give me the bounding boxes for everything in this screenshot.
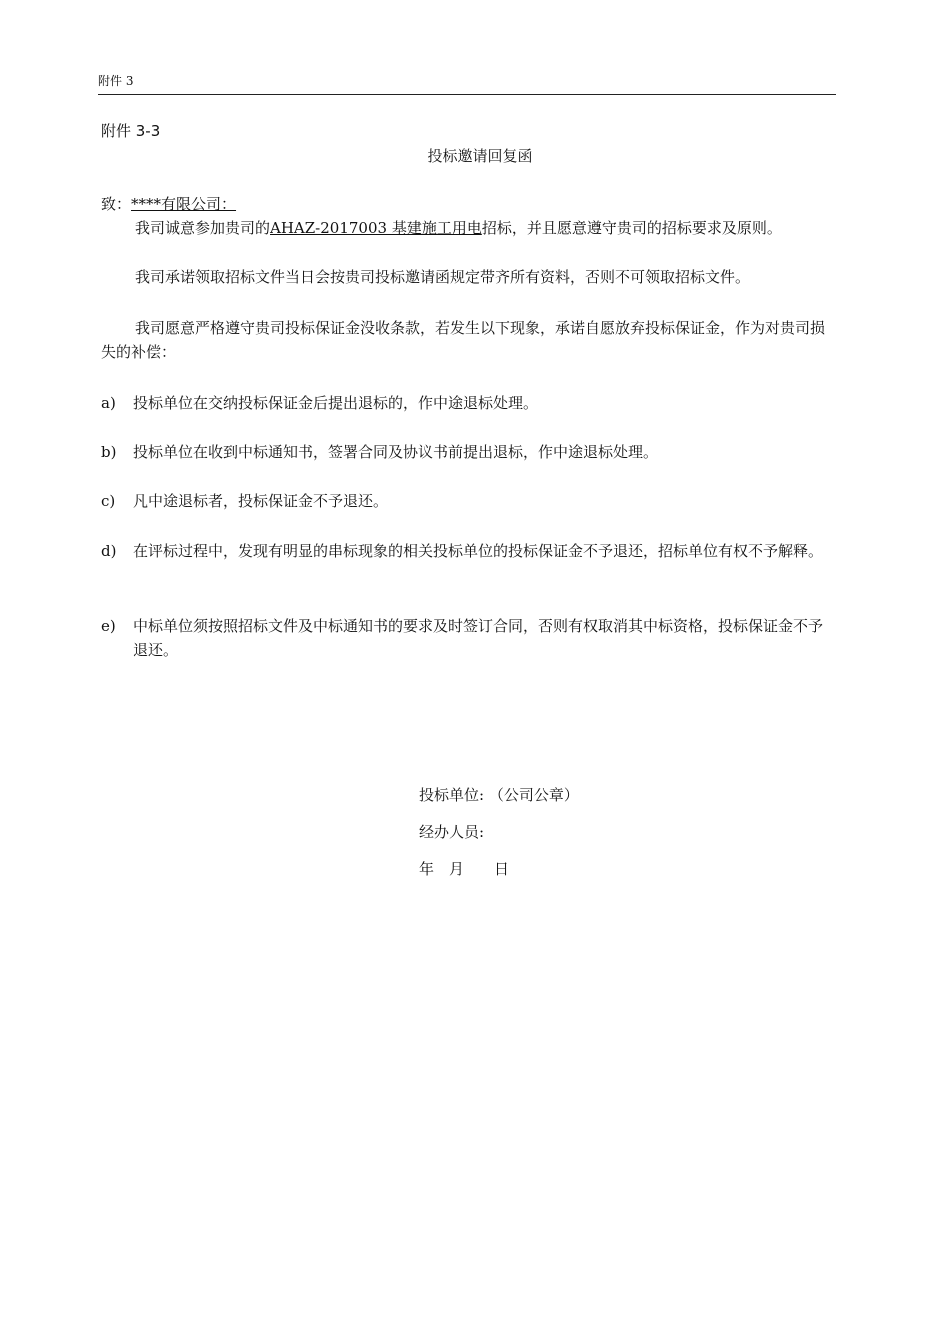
list-item xyxy=(101,539,836,563)
document-title: 投标邀请回复函 xyxy=(427,147,533,165)
recipient-company: ****有限公司： xyxy=(131,195,237,213)
paragraph-participation xyxy=(101,216,836,240)
list-marker: e) xyxy=(101,617,116,635)
project-name: AHAZ-2017003 基建施工用电 xyxy=(270,219,482,237)
recipient-prefix: 致： xyxy=(101,195,132,213)
list-text: 投标单位在交纳投标保证金后提出退标的，作中途退标处理。 xyxy=(133,394,539,412)
list-marker: b) xyxy=(101,443,117,461)
list-text: 在评标过程中，发现有明显的串标现象的相关投标单位的投标保证金不予退还，招标单位有权不予解释。 xyxy=(133,542,824,560)
para1-before: 我司诚意参加贵司的 xyxy=(135,219,271,237)
page-header: 附件 3 xyxy=(98,72,836,95)
signature-date: 年 月 日 xyxy=(419,860,510,878)
paragraph-deposit-terms: 我司愿意严格遵守贵司投标保证金没收条款，若发生以下现象，承诺自愿放弃投标保证金，作为对贵司损失的补偿： xyxy=(101,319,826,361)
list-marker: c) xyxy=(101,492,116,510)
paragraph-commitment: 我司承诺领取招标文件当日会按贵司投标邀请函规定带齐所有资料，否则不可领取招标文件。 xyxy=(135,268,751,286)
list-marker: a) xyxy=(101,394,116,412)
recipient-line xyxy=(101,193,236,214)
list-item xyxy=(101,391,836,415)
list-marker: d) xyxy=(101,542,117,560)
list-text: 投标单位在收到中标通知书，签署合同及协议书前提出退标，作中途退标处理。 xyxy=(133,443,659,461)
list-text: 凡中途退标者，投标保证金不予退还。 xyxy=(133,492,389,510)
para1-after: 招标，并且愿意遵守贵司的招标要求及原则。 xyxy=(481,219,782,237)
list-item xyxy=(101,489,836,513)
signature-bidder: 投标单位: （公司公章） xyxy=(419,786,579,804)
attachment-label: 附件 3-3 xyxy=(101,122,161,140)
list-text: 中标单位须按照招标文件及中标通知书的要求及时签订合同，否则有权取消其中标资格，投标保证金不予退还。 xyxy=(133,617,824,659)
list-item xyxy=(101,614,836,662)
list-item xyxy=(101,440,836,464)
signature-handler: 经办人员: xyxy=(419,823,485,841)
